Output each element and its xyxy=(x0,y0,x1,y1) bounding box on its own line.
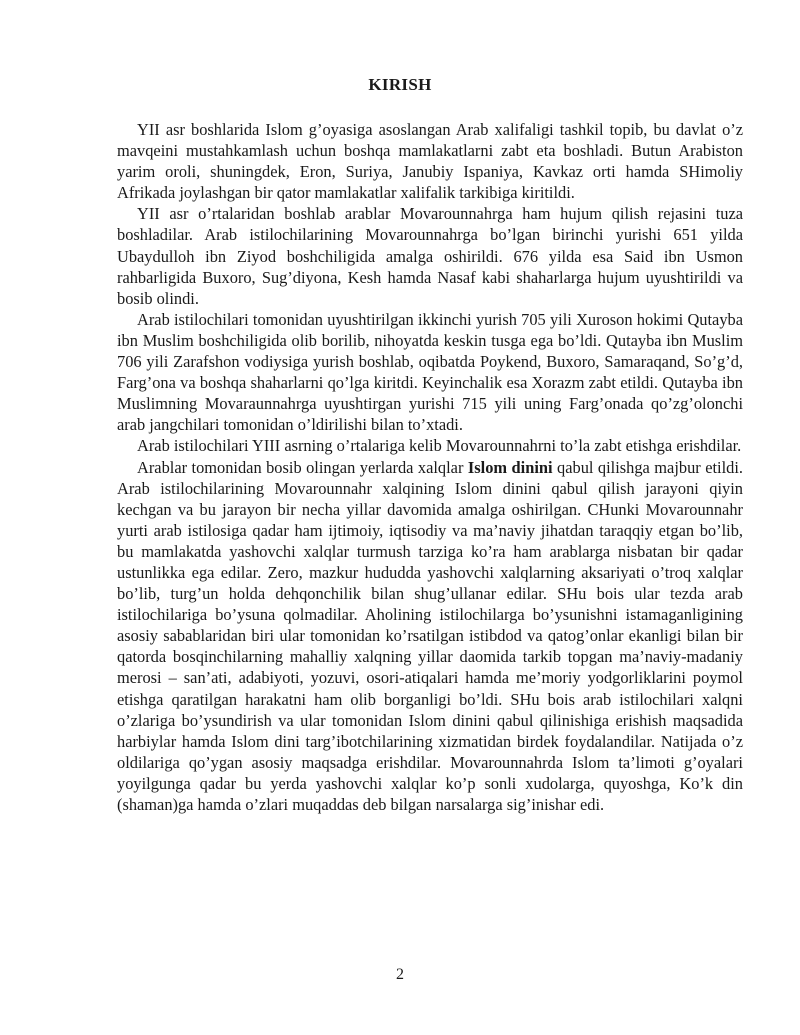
paragraph-1: YII asr boshlarida Islom g’oyasiga asoslangan Arab xalifaligi tashkil topib, bu davlat o’z mavqeini mustahkamlash uchun boshqa mamlakatlarni zabt eta boshladi. Butun Arabiston yarim oroli, shuningdek, Eron, Suriya, Janubiy Ispaniya, Kavkaz orti hamda SHimoliy Afrikada joylashgan bir qator mamlakatlar xalifalik tarkibiga kiritildi. xyxy=(117,120,743,203)
paragraph-5-bold-term: Islom dinini xyxy=(467,457,553,477)
paragraph-3: Arab istilochilari tomonidan uyushtirilgan ikkinchi yurish 705 yili Xuroson hokimi Qutayba ibn Muslim boshchiligida olib borilib, nihoyatda keskin tusga ega bo’ldi. Qutayba ibn Muslim 706 yili Zarafshon vodiysiga yurish boshlab, oqibatda Poykend, Buxoro, Samaraqand, So’g’d, Farg’ona va boshqa shaharlarni qo’lga kiritdi. Keyinchalik esa Xorazm zabt etildi. Qutayba ibn Muslimning Movaraunnahrga uyushtirgan yurishi 715 yili uning Farg’onada qo’zg’olonchi arab jangchilari tomonidan o’ldirilishi bilan to’xtadi. xyxy=(117,309,743,435)
paragraph-2: YII asr o’rtalaridan boshlab arablar Movarounnahrga ham hujum qilish rejasini tuza boshladilar. Arab istilochilarining Movarounnahrga bo’lgan birinchi yurishi 651 yilda Ubaydulloh ibn Ziyod boshchiligida amalga oshirildi. 676 yilda esa Said ibn Usmon rahbarligida Buxoro, Sug’diyona, Kesh hamda Nasaf kabi shaharlarga hujum uyushtirildi va bosib olindi. xyxy=(117,204,743,308)
page-number: 2 xyxy=(396,966,404,983)
paragraph-5 xyxy=(117,457,743,816)
paragraph-5-start: Arablar tomonidan bosib olingan yerlarda xalqlar xyxy=(137,457,468,477)
paragraph-5-rest: qabul qilishga majbur etildi. Arab istilochilarining Movarounnahr xalqining Islom dinini qabul qilish jarayoni qiyin kechgan va bu jarayon bir necha yillar davomida amalga oshirilgan. CHunki Movarounnahr yurti arab istilosiga qadar ham ijtimoiy, iqtisodiy va ma’naviy jihatdan taraqqiy etgan bo’lib, bu mamlakatda yashovchi xalqlar turmush tarziga ko’ra ham arablarga nisbatan bir qadar ustunlikka ega edilar. Zero, mazkur hududda yashovchi xalqlarning aksariyati o’troq xalqlar bo’lib, turg’un holda dehqonchilik bilan shug’ullanar edilar. SHu bois ular tezda arab istilochilariga bo’ysuna qolmadilar. Aholining istilochilarga bo’ysunishni istamaganligining asosiy sabablaridan biri ular tomonidan ko’rsatilgan istibdod va qatog’onlar ekanligi bilan bir qatorda bosqinchilarning mahalliy xalqning yillar daomida tarkib topgan ma’naviy-madaniy merosi – san’ati, adabiyoti, yozuvi, osori-atiqalari hamda me’moriy yodgorliklarini poymol etishga qaratilgan harakatni ham olib borganligi bo’ldi. SHu bois arab istilochilari xalqni o’zlariga bo’ysundirish va ular tomonidan Islom dinini qabul qilinishiga erishish maqsadida harbiylar hamda Islom dini targ’ibotchilarining xizmatidan birdek foydalandilar. Natijada o’z oldilariga qo’ygan asosiy maqsadga erishdilar. Movarounnahrda Islom ta’limoti g’oyalari yoyilgunga qadar bu yerda yashovchi xalqlar ko’p sonli xudolarga, quyoshga, Ko’k din (shaman)ga hamda o’zlari muqaddas deb bilgan narsalarga sig’inishar edi. xyxy=(117,457,743,814)
paragraph-4: Arab istilochilari YIII asrning o’rtalariga kelib Movarounnahrni to’la zabt etishga erishdilar. xyxy=(137,436,742,456)
page-title: KIRISH xyxy=(368,75,432,94)
body-text xyxy=(117,119,743,815)
